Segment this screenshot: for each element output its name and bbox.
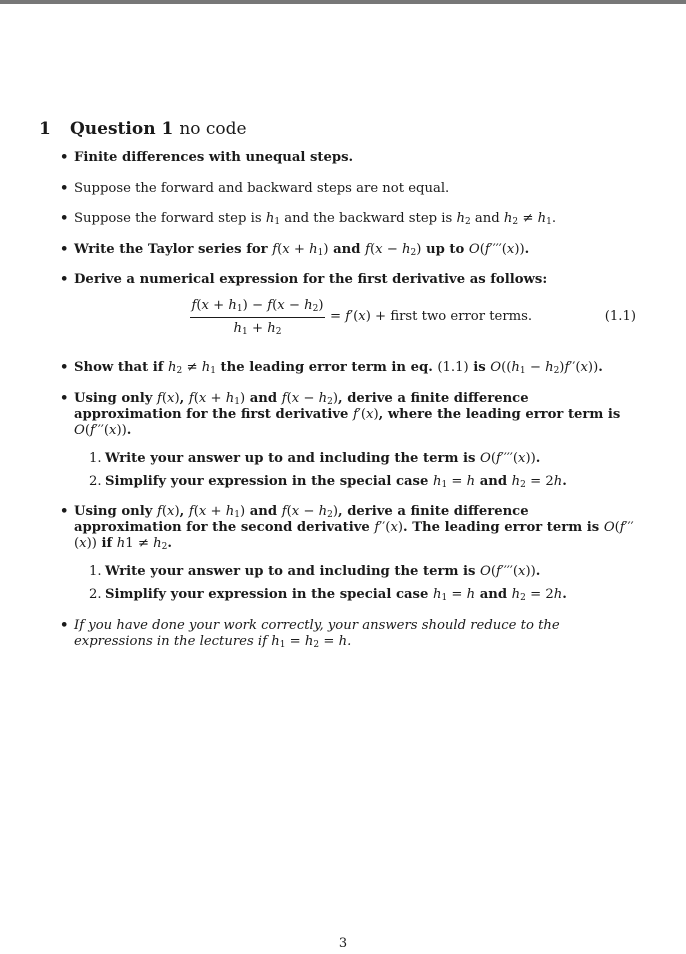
math: O(f′′′′(x)) bbox=[480, 564, 536, 579]
math: $h_1 = h_2 = h$ bbox=[271, 633, 348, 650]
math: $h_1$ bbox=[265, 211, 281, 227]
math: $h_1 = h$ bbox=[432, 473, 476, 490]
section-number: 1 bbox=[39, 119, 51, 139]
section-title-rest: no code bbox=[179, 119, 247, 139]
math: O(f′′′′(x)) bbox=[480, 450, 536, 466]
math: $f(x - h_2)$ bbox=[281, 504, 339, 520]
math: $f(x + h_1)$ bbox=[272, 241, 329, 258]
math: $f(x - h_2)$ bbox=[365, 241, 422, 258]
math: $h_2$ bbox=[456, 211, 471, 227]
section-title-bold: Question 1 bbox=[70, 119, 174, 139]
math: $f(x + h_1)$ bbox=[188, 504, 246, 520]
question-list bbox=[58, 150, 638, 664]
math: $h_2 = 2h$ bbox=[511, 473, 563, 490]
sub-list-item: 1. Write your answer up to and including the term is O(f′′′′(x)). bbox=[89, 450, 541, 466]
list-item: • Using only f(x), $f(x + h_1)$ and $f(x - h_2)$, derive a finite difference approximation for the first derivative f′(x), where the leading error term is O(f′′′(x)). 1. Write your answer up to and including the term is O(f′′′′(x)). 2. Simplify your expression in the special case $h_1 = h$ and $h_2 = 2h$. bbox=[58, 391, 638, 490]
sub-list bbox=[74, 564, 638, 603]
sub-list bbox=[74, 451, 638, 490]
math: $f(x - h_2)$ bbox=[281, 390, 339, 407]
list-item: • Derive a numerical expression for the first derivative as follows: $\frac{f(x + h_1) - f(x - h_2)}{h_1 + h_2}$ = f′(x) + first two error terms. (1.1) bbox=[58, 272, 638, 338]
list-item: • Suppose the forward step is $h_1$ and the backward step is $h_2$ and $h_2 \ne h_1$. bbox=[58, 211, 638, 227]
math: O(f′′′(x)) bbox=[74, 520, 634, 551]
display-equation bbox=[74, 298, 638, 338]
math: f′′(x) bbox=[374, 520, 404, 535]
list-item: • Suppose the forward and backward steps are not equal. bbox=[58, 181, 638, 197]
list-item: • Write the Taylor series for $f(x + h_1)$ and $f(x - h_2)$ up to O(f′′′′(x)). bbox=[58, 242, 638, 258]
list-item: • Using only f(x), $f(x + h_1)$ and $f(x - h_2)$, derive a finite difference approximation for the second derivative f′′(x). The leading error term is O(f′′′(x)) if $h1 \ne h_2$. 1. Write your answer up to and including the term is O(f′′′′(x)). 2. Simplify your expression in the special case $h_1 = h$ and $h_2 = 2h$. bbox=[58, 504, 638, 603]
sub-list-item: 1. Write your answer up to and including the term is O(f′′′′(x)). bbox=[89, 564, 541, 579]
math: O(f′′′′(x)) bbox=[468, 241, 525, 257]
list-item: • Show that if $h_2 \ne h_1$ the leading error term in eq. (1.1) is $O((h_1 - h_2)f''(x))$. bbox=[58, 360, 638, 376]
math: $h_2 \ne h_1$ bbox=[503, 211, 552, 227]
equation-reference: (1.1) bbox=[437, 360, 469, 375]
page-number: 3 bbox=[338, 936, 348, 951]
sub-list-item: 2. Simplify your expression in the special case $h_1 = h$ and $h_2 = 2h$. bbox=[89, 473, 567, 490]
math: f′(x) bbox=[353, 406, 379, 422]
math: f(x) bbox=[156, 504, 180, 519]
math: O(f′′′(x)) bbox=[74, 422, 127, 438]
math: $h_1 = h$ bbox=[432, 587, 476, 603]
math: $f(x + h_1)$ bbox=[188, 390, 246, 407]
math: $O((h_1 - h_2)f''(x))$ bbox=[490, 360, 599, 376]
equation-fraction: $\frac{f(x + h_1) - f(x - h_2)}{h_1 + h_2}$ bbox=[191, 298, 324, 337]
section-heading bbox=[39, 119, 247, 139]
equation-rhs: = f′(x) + first two error terms. bbox=[330, 309, 533, 324]
sub-list-item: 2. Simplify your expression in the special case $h_1 = h$ and $h_2 = 2h$. bbox=[89, 587, 567, 603]
equation-number: (1.1) bbox=[604, 309, 636, 324]
list-item: • If you have done your work correctly, your answers should reduce to the expressions in the lectures if $h_1 = h_2 = h$. bbox=[58, 618, 638, 650]
math: $h1 \ne h_2$ bbox=[116, 536, 168, 552]
list-item: • Finite differences with unequal steps. bbox=[58, 150, 638, 166]
math: $h_2 \ne h_1$ bbox=[168, 360, 216, 376]
math: f(x) bbox=[156, 390, 180, 406]
math: $h_2 = 2h$ bbox=[511, 587, 563, 603]
